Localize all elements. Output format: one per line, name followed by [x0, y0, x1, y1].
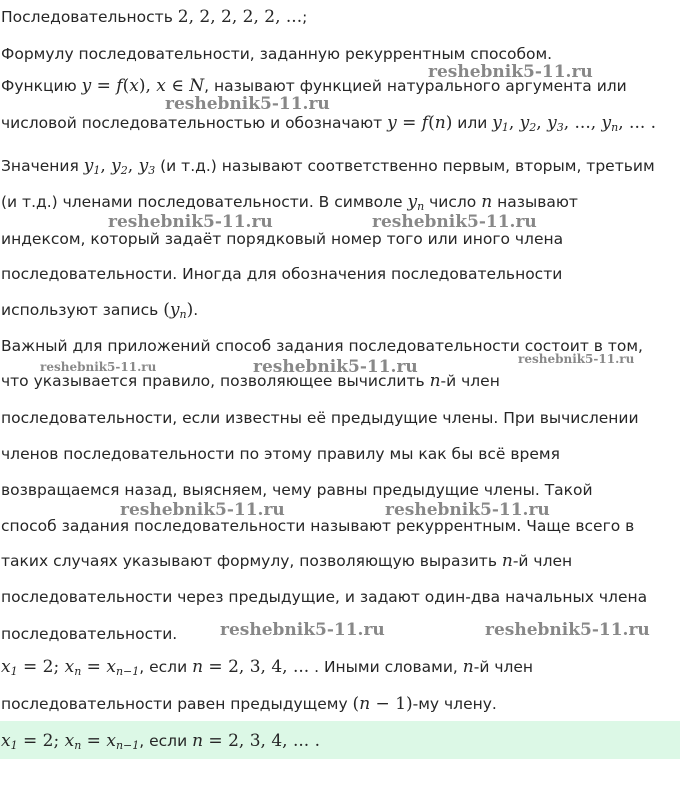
text: -й член [440, 372, 500, 390]
text: число [424, 193, 482, 211]
watermark: reshebnik5-11.ru [518, 352, 635, 366]
watermark: reshebnik5-11.ru [120, 500, 285, 520]
line-16 [1, 551, 572, 571]
text: . [193, 301, 199, 319]
line-9 [1, 300, 198, 320]
watermark: reshebnik5-11.ru [385, 500, 550, 520]
math-y: y [387, 113, 397, 133]
text: -й член [473, 658, 534, 676]
math-recurrence: $x_1 = 2$; $x_n = x_{n-1}$ [1, 657, 140, 678]
math-x2: x [156, 76, 166, 96]
math-paren-close: ), [138, 76, 157, 96]
math-first-terms: $y_1$, $y_2$, $y_3$ [83, 156, 156, 177]
line-10: Важный для приложений способ задания последовательности состоит в том, [1, 337, 643, 355]
line-18: последовательности. [1, 625, 178, 643]
math-n: n [429, 371, 441, 391]
text: Значения [1, 157, 84, 175]
watermark: reshebnik5-11.ru [40, 360, 157, 374]
math-x: x [129, 76, 139, 96]
math-paren: ( [428, 113, 435, 133]
watermark: reshebnik5-11.ru [220, 620, 385, 640]
watermark: reshebnik5-11.ru [165, 94, 330, 114]
line-8: последовательности. Иногда для обозначения последовательности [1, 265, 563, 283]
text: , называют функцией натурального аргумента или [204, 77, 627, 95]
math-fn: f [421, 113, 429, 133]
line-5 [1, 156, 655, 176]
answer-text: , если [139, 732, 193, 750]
math-yn-seq: $y_n$ [169, 300, 187, 321]
line-15: способ задания последовательности называют рекуррентным. Чаще всего в [1, 517, 635, 535]
text: или [452, 114, 493, 132]
answer-line [1, 731, 320, 751]
text: . Иными словами, [309, 658, 463, 676]
math-seq-terms: $y_1$, $y_2$, $y_3$, ..., $y_n$, ... . [492, 113, 657, 134]
math-paren: ) [186, 300, 194, 320]
line-12: последовательности, если известны её предыдущие члены. При вычислении [1, 409, 639, 427]
math-n-range: n = 2, 3, 4, ... [192, 657, 310, 677]
text: называют [492, 193, 578, 211]
text: -й член [512, 552, 573, 570]
watermark: reshebnik5-11.ru [372, 212, 537, 232]
math-function-def: y [81, 76, 92, 96]
answer-recurrence: $x_1 = 2$; $x_n = x_{n-1}$ [1, 731, 140, 752]
line-7: индексом, который задаёт порядковый номер того или иного члена [1, 230, 564, 248]
line-2: Формулу последовательности, заданную рекуррентным способом. [1, 45, 553, 63]
math-paren: ) [445, 113, 453, 133]
text: используют запись [1, 301, 164, 319]
watermark: reshebnik5-11.ru [485, 620, 650, 640]
math-N: N [189, 76, 205, 96]
answer-n-range: n = 2, 3, 4, ... . [192, 731, 320, 751]
watermark: reshebnik5-11.ru [108, 212, 273, 232]
line-4 [1, 113, 656, 133]
math-n: n [481, 192, 493, 212]
line-17: последовательности через предыдущие, и задают один-два начальных члена [1, 588, 648, 606]
math-n-minus-1: (n − 1) [352, 694, 413, 714]
line-14: возвращаемся назад, выясняем, чему равны предыдущие члены. Такой [1, 481, 593, 499]
text: что указывается правило, позволяющее вычислить [1, 372, 430, 390]
text: последовательности равен предыдущему [1, 695, 353, 713]
math-in: ∈ [165, 76, 190, 96]
math-n: n [462, 657, 474, 677]
math-paren: ( [163, 300, 170, 320]
math-f: f [116, 76, 123, 96]
text: -му члену. [412, 695, 497, 713]
math-sequence-values: 2, 2, 2, 2, 2, ... [177, 7, 303, 27]
line-13: членов последовательности по этому правилу мы как бы всё время [1, 445, 560, 463]
text: числовой последовательностью и обозначают [1, 114, 388, 132]
math-equals: = [91, 76, 117, 96]
line-1: Последовательность 2, 2, 2, 2, 2, ...; [1, 7, 308, 27]
text: (и т.д.) называют соответственно первым, вторым, третьим [155, 157, 655, 175]
math-n: n [501, 551, 513, 571]
watermark: reshebnik5-11.ru [253, 357, 418, 377]
line-19 [1, 657, 533, 677]
math-yn: $y_n$ [407, 192, 425, 213]
math-eq: = [396, 113, 422, 133]
math-n: n [434, 113, 446, 133]
text: таких случаях указывают формулу, позволяющую выразить [1, 552, 502, 570]
text: Функцию [1, 77, 82, 95]
watermark: reshebnik5-11.ru [428, 62, 593, 82]
text: , если [139, 658, 193, 676]
math-paren-x: ( [122, 76, 130, 96]
line-20 [1, 694, 497, 714]
line-6 [1, 192, 578, 212]
text: (и т.д.) членами последовательности. В символе [1, 193, 408, 211]
